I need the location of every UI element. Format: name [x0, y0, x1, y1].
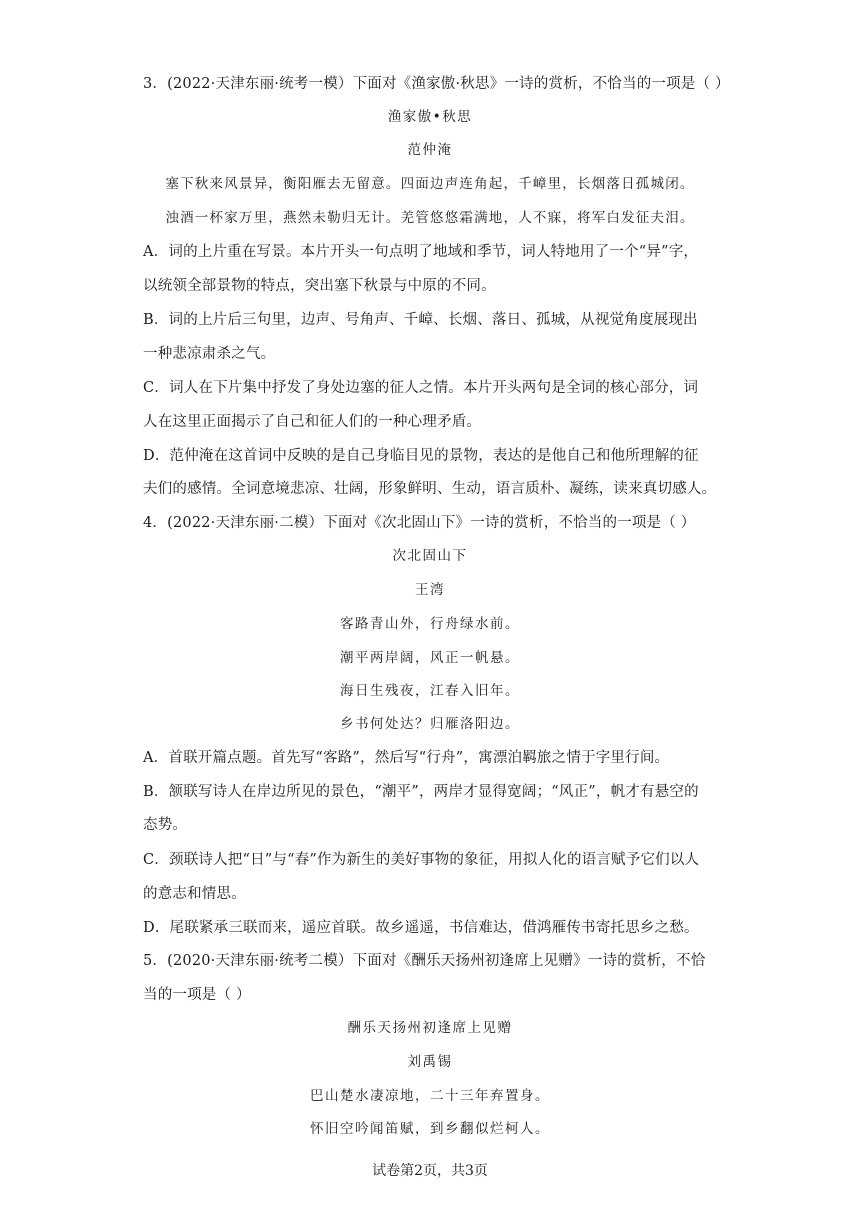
- question-4-poem-line: 海日生残夜，江春入旧年。: [340, 683, 520, 699]
- question-3-stem: 3．(2022·天津东丽·统考一模）下面对《渔家傲·秋思》一诗的赏析，不恰当的一项是（ ）: [143, 76, 730, 92]
- question-4-option-b: B．颔联写诗人在岸边所见的景色，“潮平”，两岸才显得宽阔；“风正”，帆才有悬空的: [143, 784, 699, 800]
- question-4-poem-title: 次北固山下: [392, 548, 468, 564]
- question-5-poem-line: 巴山楚水凄凉地，二十三年弃置身。: [310, 1088, 550, 1104]
- page-footer: 试卷第2页，共3页: [372, 1163, 488, 1179]
- question-3-option-a-cont: 以统领全部景物的特点，突出塞下秋景与中原的不同。: [143, 278, 496, 294]
- question-4-poem-author: 王湾: [415, 582, 445, 598]
- question-3-option-c: C．词人在下片集中抒发了身处边塞的征人之情。本片开头两句是全词的核心部分，词: [143, 380, 699, 396]
- question-5-stem-cont: 当的一项是（ ）: [143, 987, 251, 1003]
- question-3-option-d-cont: 夫们的感情。全词意境悲凉、壮阔，形象鲜明、生动，语言质朴、凝练，读来真切感人。: [143, 481, 717, 497]
- question-4-option-c-cont: 的意志和情思。: [143, 886, 246, 902]
- question-3-poem-title: 渔家傲•秋思: [387, 109, 473, 125]
- question-4-option-c: C．颈联诗人把“日”与“春”作为新生的美好事物的象征，用拟人化的语言赋予它们以人: [143, 852, 700, 868]
- question-4-option-d: D．尾联紧承三联而来，遥应首联。故乡遥遥，书信难达，借鸿雁传书寄托思乡之愁。: [143, 920, 699, 936]
- question-4-option-b-cont: 态势。: [143, 817, 188, 833]
- question-5-poem-title: 酬乐天扬州初逢席上见赠: [347, 1020, 513, 1036]
- question-4-option-a: A．首联开篇点题。首先写“客路”，然后写“行舟”，寓漂泊羁旅之情于字里行间。: [143, 750, 670, 766]
- question-3-poem-line: 浊酒一杯家万里，燕然未勒归无计。羌管悠悠霜满地，人不寐，将军白发征夫泪。: [165, 210, 695, 226]
- question-3-option-b: B．词的上片后三句里，边声、号角声、千嶂、长烟、落日、孤城，从视觉角度展现出: [143, 312, 698, 328]
- question-3-poem-line: 塞下秋来风景异，衡阳雁去无留意。四面边声连角起，千嶂里，长烟落日孤城闭。: [165, 176, 695, 192]
- question-5-poem-line: 怀旧空吟闻笛赋，到乡翻似烂柯人。: [310, 1121, 550, 1137]
- question-3-option-b-cont: 一种悲凉肃杀之气。: [143, 346, 276, 362]
- question-5-poem-author: 刘禹锡: [407, 1054, 453, 1070]
- question-4-stem: 4．(2022·天津东丽·二模）下面对《次北固山下》一诗的赏析，不恰当的一项是（ ）: [143, 515, 696, 531]
- question-3-option-a: A．词的上片重在写景。本片开头一句点明了地域和季节，词人特地用了一个“异”字，: [143, 244, 699, 260]
- question-4-poem-line: 客路青山外，行舟绿水前。: [340, 616, 520, 632]
- question-3-poem-author: 范仲淹: [407, 142, 453, 158]
- question-4-poem-line: 潮平两岸阔，风正一帆悬。: [340, 650, 520, 666]
- question-5-stem: 5．(2020·天津东丽·统考二模）下面对《酬乐天扬州初逢席上见赠》一诗的赏析，不恰: [143, 953, 706, 969]
- question-4-poem-line: 乡书何处达？归雁洛阳边。: [340, 716, 520, 732]
- question-3-option-c-cont: 人在这里正面揭示了自己和征人们的一种心理矛盾。: [143, 414, 482, 430]
- question-3-option-d: D．范仲淹在这首词中反映的是自己身临目见的景物，表达的是他自己和他所理解的征: [143, 448, 699, 464]
